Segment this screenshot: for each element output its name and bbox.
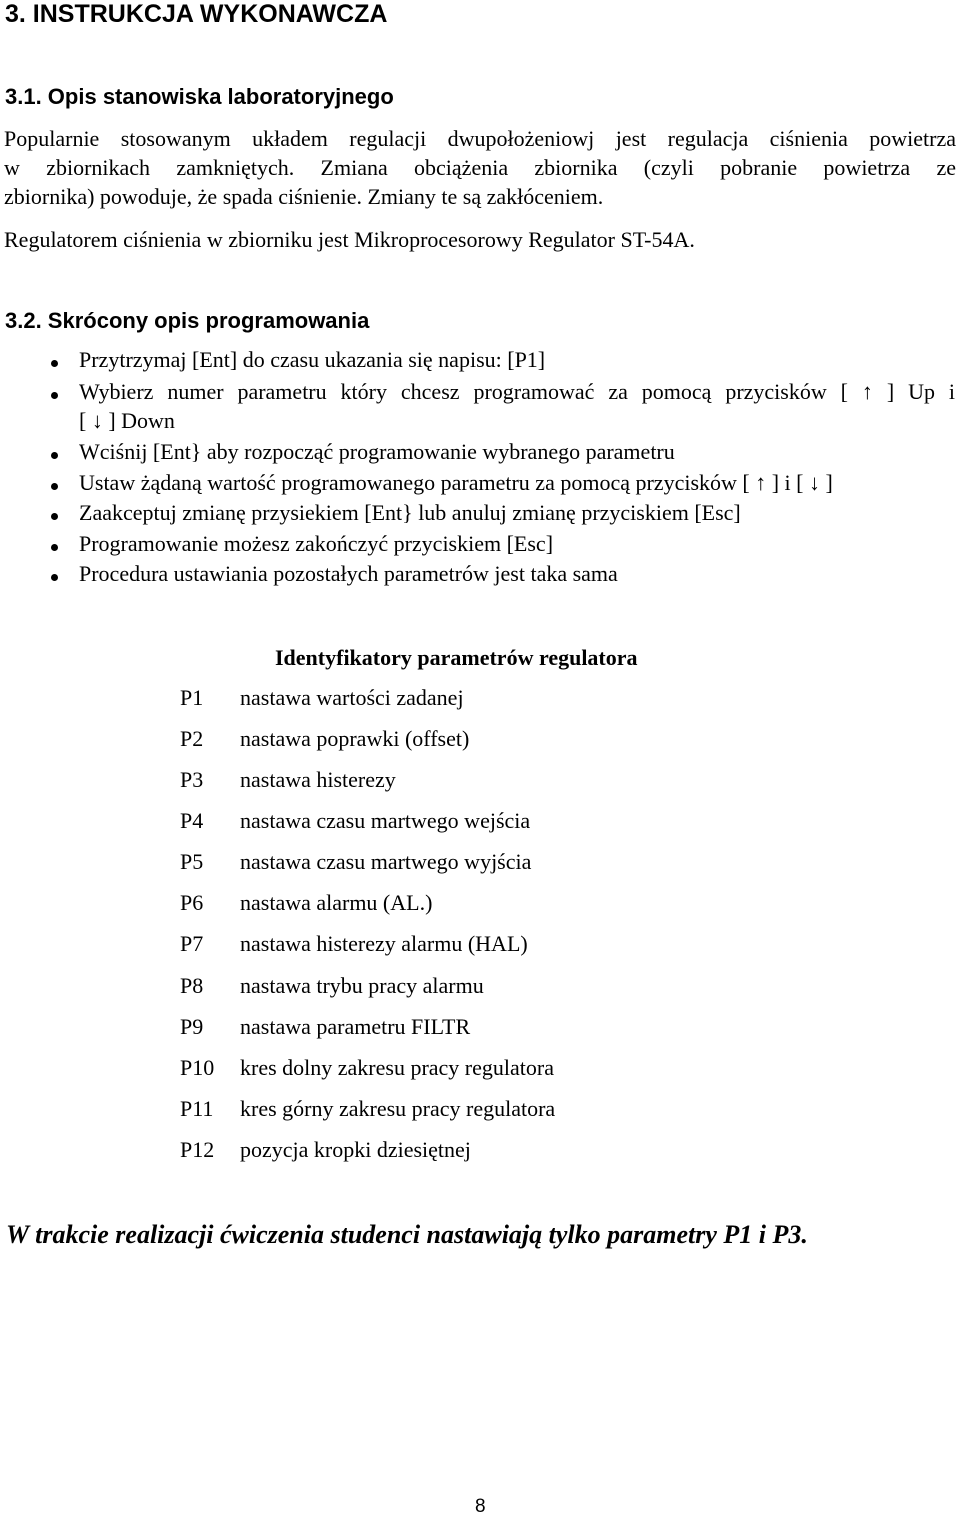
param-table-title: Identyfikatory parametrów regulatora [275,645,638,670]
param-id: P9 [180,1014,204,1039]
param-desc: nastawa trybu pracy alarmu [240,973,484,998]
paragraph-line-4: Regulatorem ciśnienia w zbiorniku jest Mikroprocesorowy Regulator ST-54A. [4,227,695,252]
param-id: P8 [180,973,204,998]
paragraph-line-3: zbiornika) powoduje, że spada ciśnienie. Zmiany te są zakłóceniem. [4,184,604,209]
param-id: P2 [180,726,204,751]
paragraph-line-2: w zbiornikach zamkniętych. Zmiana obciążenia zbiornika (czyli pobranie powietrza ze [4,155,956,180]
param-id: P11 [180,1096,214,1121]
param-id: P4 [180,808,204,833]
param-desc: nastawa poprawki (offset) [240,726,470,751]
list-item-text: Przytrzymaj [Ent] do czasu ukazania się napisu: [P1] [79,347,546,372]
bullet-icon [51,574,58,581]
param-desc: nastawa wartości zadanej [240,685,464,710]
param-desc: nastawa alarmu (AL.) [240,890,433,915]
bullet-icon [51,513,58,520]
param-desc: kres górny zakresu pracy regulatora [240,1096,556,1121]
list-item-text: Procedura ustawiania pozostałych parametrów jest taka sama [79,561,618,586]
param-id: P12 [180,1137,215,1162]
param-id: P1 [180,685,204,710]
list-item-text: Zaakceptuj zmianę przysiekiem [Ent} lub anuluj zmianę przyciskiem [Esc] [79,500,741,525]
subsection-title-3-1: 3.1. Opis stanowiska laboratoryjnego [5,84,394,109]
list-item-text: Programowanie możesz zakończyć przyciskiem [Esc] [79,531,554,556]
param-id: P6 [180,890,204,915]
param-id: P3 [180,767,204,792]
param-desc: nastawa histerezy [240,767,396,792]
param-id: P5 [180,849,204,874]
paragraph-line-1: Popularnie stosowanym układem regulacji dwupołożeniowj jest regulacja ciśnienia powietrza [4,126,956,151]
list-item-text-continued: [ ↓ ] Down [79,408,175,433]
bullet-icon [51,544,58,551]
param-desc: nastawa czasu martwego wyjścia [240,849,532,874]
closing-note: W trakcie realizacji ćwiczenia studenci nastawiają tylko parametry P1 i P3. [6,1220,808,1249]
list-item-text: Wybierz numer parametru który chcesz programować za pomocą przycisków [ ↑ ] Up i [79,379,955,404]
param-desc: nastawa parametru FILTR [240,1014,471,1039]
param-desc: pozycja kropki dziesiętnej [240,1137,471,1162]
bullet-icon [51,483,58,490]
param-desc: nastawa czasu martwego wejścia [240,808,531,833]
param-id: P10 [180,1055,215,1080]
param-desc: kres dolny zakresu pracy regulatora [240,1055,554,1080]
param-id: P7 [180,931,204,956]
list-item-text: Wciśnij [Ent} aby rozpocząć programowanie wybranego parametru [79,439,675,464]
list-item-text: Ustaw żądaną wartość programowanego parametru za pomocą przycisków [ ↑ ] i [ ↓ ] [79,470,833,495]
param-desc: nastawa histerezy alarmu (HAL) [240,931,528,956]
bullet-icon [51,392,58,399]
bullet-icon [51,360,58,367]
section-title: 3. INSTRUKCJA WYKONAWCZA [5,0,388,28]
subsection-title-3-2: 3.2. Skrócony opis programowania [5,308,370,333]
page-number: 8 [475,1496,486,1517]
bullet-icon [51,452,58,459]
